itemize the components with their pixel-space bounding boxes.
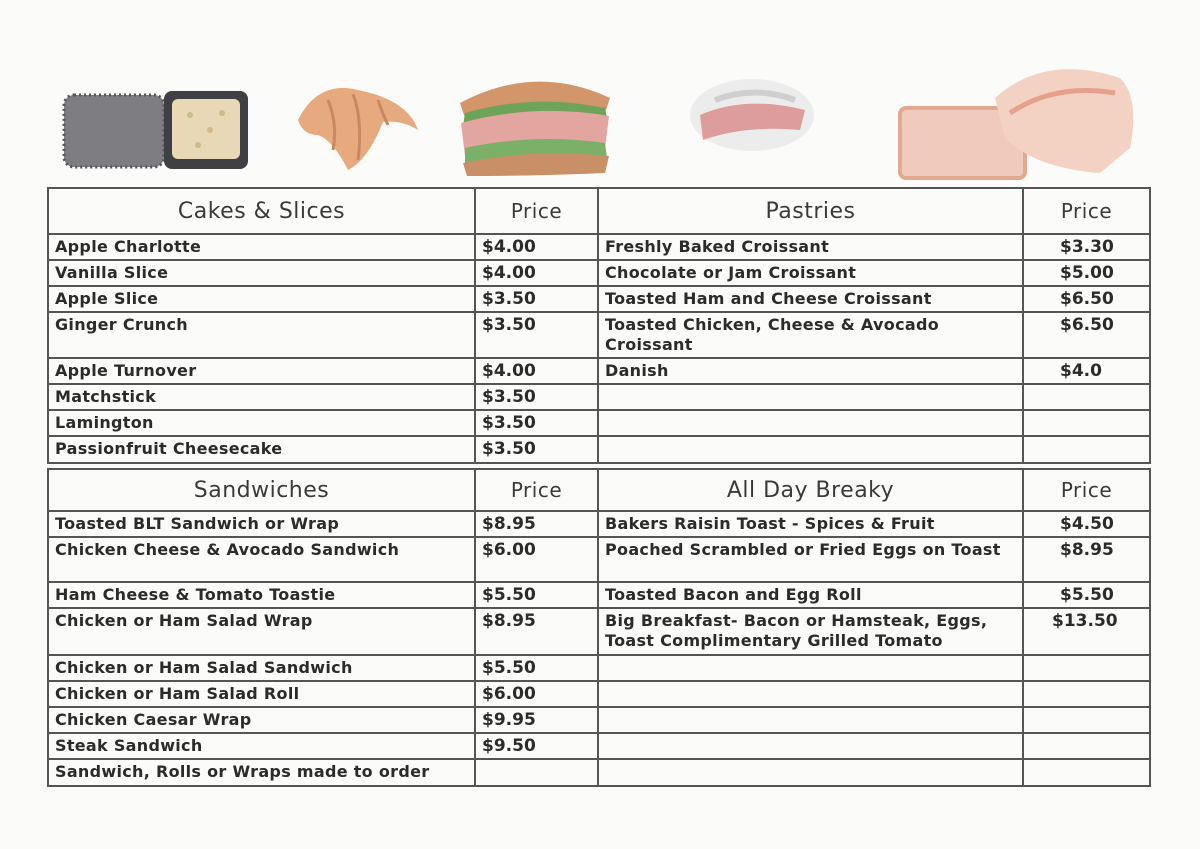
menu-price: $3.50 [475, 410, 598, 436]
menu-price: $5.00 [1023, 260, 1150, 286]
menu-item: Danish [598, 358, 1023, 384]
menu-item: Toasted Ham and Cheese Croissant [598, 286, 1023, 312]
empty-cell [1023, 733, 1150, 759]
menu-item: Toasted BLT Sandwich or Wrap [48, 511, 475, 537]
menu-item: Vanilla Slice [48, 260, 475, 286]
cakes-title: Cakes & Slices [48, 188, 475, 234]
empty-cell [598, 733, 1023, 759]
menu-price: $6.50 [1023, 312, 1150, 358]
lamington-image [60, 85, 255, 175]
menu-price: $4.0 [1023, 358, 1150, 384]
breakfast-title: All Day Breaky [598, 469, 1023, 511]
empty-cell [1023, 655, 1150, 681]
menu-price: $6.00 [475, 537, 598, 582]
menu-item: Chocolate or Jam Croissant [598, 260, 1023, 286]
menu-price: $8.95 [475, 608, 598, 655]
menu-item: Apple Charlotte [48, 234, 475, 260]
roll-image [685, 70, 820, 160]
menu-table-top [47, 187, 1151, 464]
empty-cell [1023, 384, 1150, 410]
empty-cell [1023, 759, 1150, 786]
menu-item: Chicken Cheese & Avocado Sandwich [48, 537, 475, 582]
menu-price [475, 759, 598, 786]
menu-item: Apple Slice [48, 286, 475, 312]
empty-cell [598, 707, 1023, 733]
menu-item: Freshly Baked Croissant [598, 234, 1023, 260]
pastries-title: Pastries [598, 188, 1023, 234]
menu-price: $9.95 [475, 707, 598, 733]
menu-item: Lamington [48, 410, 475, 436]
menu-price: $6.00 [475, 681, 598, 707]
menu-item: Ham Cheese & Tomato Toastie [48, 582, 475, 608]
menu-item: Sandwich, Rolls or Wraps made to order [48, 759, 475, 786]
menu-price: $5.50 [475, 655, 598, 681]
menu-item: Toasted Bacon and Egg Roll [598, 582, 1023, 608]
empty-cell [598, 436, 1023, 463]
menu-item: Passionfruit Cheesecake [48, 436, 475, 463]
sandwiches-price-header: Price [475, 469, 598, 511]
sandwiches-title: Sandwiches [48, 469, 475, 511]
menu-item: Chicken or Ham Salad Sandwich [48, 655, 475, 681]
menu-price: $3.30 [1023, 234, 1150, 260]
menu-price: $3.50 [475, 312, 598, 358]
empty-cell [598, 759, 1023, 786]
food-images [0, 0, 1200, 190]
empty-cell [598, 655, 1023, 681]
menu-item: Poached Scrambled or Fried Eggs on Toast [598, 537, 1023, 582]
menu-price: $5.50 [475, 582, 598, 608]
menu-price: $5.50 [1023, 582, 1150, 608]
menu-price: $3.50 [475, 384, 598, 410]
menu-price: $3.50 [475, 436, 598, 463]
empty-cell [1023, 410, 1150, 436]
menu-item: Ginger Crunch [48, 312, 475, 358]
menu-item: Big Breakfast- Bacon or Hamsteak, Eggs, Toast Complimentary Grilled Tomato [598, 608, 1023, 655]
menu-price: $4.00 [475, 358, 598, 384]
cakes-price-header: Price [475, 188, 598, 234]
empty-cell [598, 681, 1023, 707]
menu-table-bottom [47, 468, 1151, 787]
empty-cell [1023, 436, 1150, 463]
menu-item: Matchstick [48, 384, 475, 410]
menu-item: Apple Turnover [48, 358, 475, 384]
menu-price: $6.50 [1023, 286, 1150, 312]
menu-price: $8.95 [475, 511, 598, 537]
menu-item: Chicken or Ham Salad Roll [48, 681, 475, 707]
menu-item: Toasted Chicken, Cheese & Avocado Croissant [598, 312, 1023, 358]
menu-price: $4.00 [475, 260, 598, 286]
toast-image [895, 58, 1140, 183]
menu-item: Chicken Caesar Wrap [48, 707, 475, 733]
menu-price: $3.50 [475, 286, 598, 312]
pastries-price-header: Price [1023, 188, 1150, 234]
menu-item: Bakers Raisin Toast - Spices & Fruit [598, 511, 1023, 537]
menu-price: $4.50 [1023, 511, 1150, 537]
breakfast-price-header: Price [1023, 469, 1150, 511]
menu-price: $9.50 [475, 733, 598, 759]
sandwich-image [455, 68, 615, 178]
menu-price: $8.95 [1023, 537, 1150, 582]
empty-cell [1023, 681, 1150, 707]
empty-cell [598, 410, 1023, 436]
menu-item: Chicken or Ham Salad Wrap [48, 608, 475, 655]
croissant-image [288, 80, 423, 180]
empty-cell [1023, 707, 1150, 733]
menu-price: $13.50 [1023, 608, 1150, 655]
menu-price: $4.00 [475, 234, 598, 260]
menu-item: Steak Sandwich [48, 733, 475, 759]
empty-cell [598, 384, 1023, 410]
